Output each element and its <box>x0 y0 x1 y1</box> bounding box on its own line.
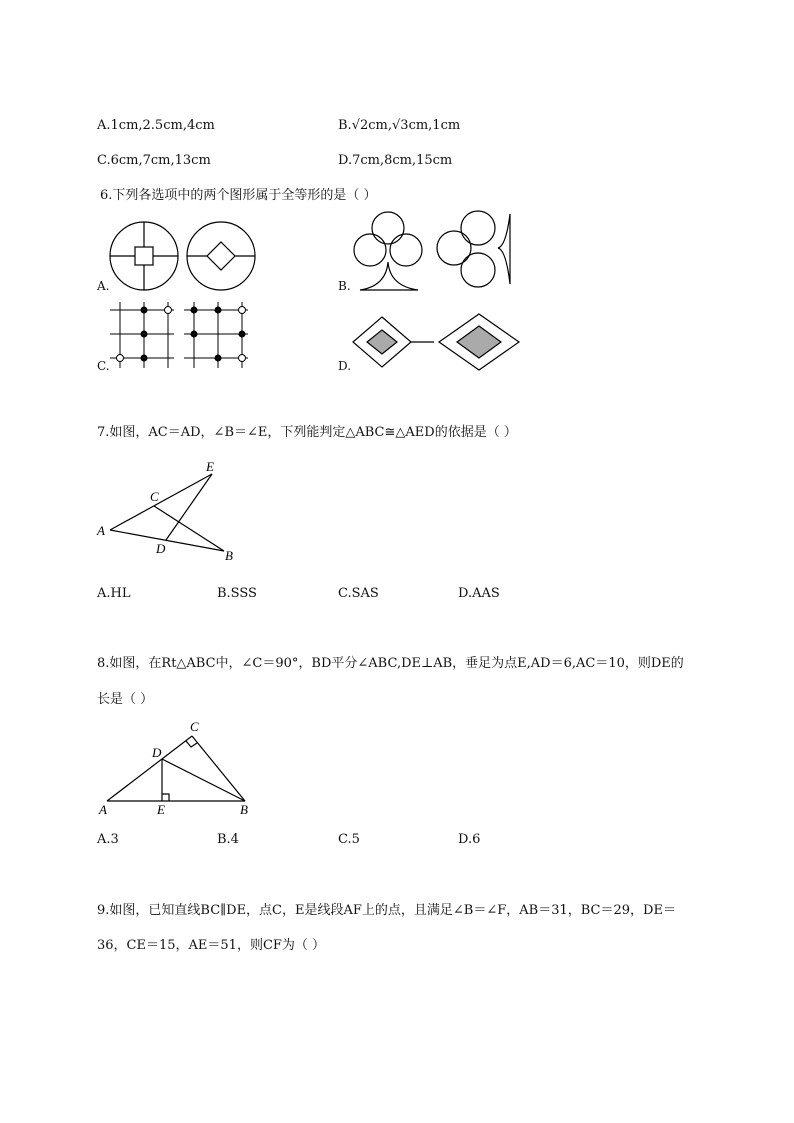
q5-option-a: A.1cm,2.5cm,4cm <box>97 118 215 133</box>
q5-option-b-prefix: B. <box>338 118 352 133</box>
q7-point-c: C <box>150 489 159 504</box>
q8-option-d: D.6 <box>458 832 481 847</box>
q8-stem-line1: 8.如图，在Rt△ABC中，∠C＝90°，BD平分∠ABC,DE⊥AB，垂足为点E,AD＝6,AC＝10，则DE的 <box>97 656 684 671</box>
q5-option-b-rest: 2cm, <box>359 118 392 133</box>
q7-point-b: B <box>225 548 233 563</box>
q9-stem-line2: 36，CE＝15，AE＝51，则CF为（ ） <box>97 938 326 953</box>
q6-label-d: D. <box>338 359 352 373</box>
q6-label-c: C. <box>97 359 110 373</box>
q7-stem: 7.如图，AC＝AD，∠B＝∠E，下列能判定△ABC≅△AED的依据是（ ） <box>97 425 517 440</box>
q8-point-c: C <box>190 719 199 734</box>
q9-stem-line1: 9.如图，已知直线BC∥DE，点C，E是线段AF上的点，且满足∠B＝∠F，AB＝31，BC＝29，DE＝ <box>97 903 676 918</box>
q8-point-d: D <box>152 745 162 760</box>
q7-option-d: D.AAS <box>458 586 500 601</box>
sqrt-icon: √ <box>351 118 360 133</box>
q6-label-a: A. <box>97 279 110 293</box>
q6-figure-c <box>108 300 258 372</box>
q8-point-e: E <box>157 802 165 817</box>
q8-stem-line2: 长是（ ） <box>97 692 154 707</box>
q7-point-e: E <box>206 459 214 474</box>
q8-point-a: A <box>99 802 107 817</box>
q7-option-b: B.SSS <box>217 586 257 601</box>
q5-option-c: C.6cm,7cm,13cm <box>97 153 211 168</box>
sqrt-icon: √ <box>392 118 401 133</box>
q5-option-d: D.7cm,8cm,15cm <box>338 153 453 168</box>
q8-figure <box>94 716 264 818</box>
q5-option-b-rest2: 3cm,1cm <box>400 118 461 133</box>
q7-point-d: D <box>156 541 166 556</box>
q8-option-b: B.4 <box>217 832 239 847</box>
q5-option-b <box>338 118 460 134</box>
q8-option-a: A.3 <box>97 832 119 847</box>
q6-stem: 6.下列各选项中的两个图形属于全等形的是（ ） <box>100 188 377 203</box>
q6-label-b: B. <box>338 279 351 293</box>
q7-point-a: A <box>97 523 105 538</box>
q7-figure <box>94 456 244 564</box>
q8-option-c: C.5 <box>338 832 360 847</box>
q6-figure-a <box>108 218 258 294</box>
q8-point-b: B <box>240 802 248 817</box>
q6-figure-b <box>348 210 518 294</box>
q6-figure-d <box>348 312 524 374</box>
q7-option-a: A.HL <box>97 586 131 601</box>
q7-option-c: C.SAS <box>338 586 379 601</box>
